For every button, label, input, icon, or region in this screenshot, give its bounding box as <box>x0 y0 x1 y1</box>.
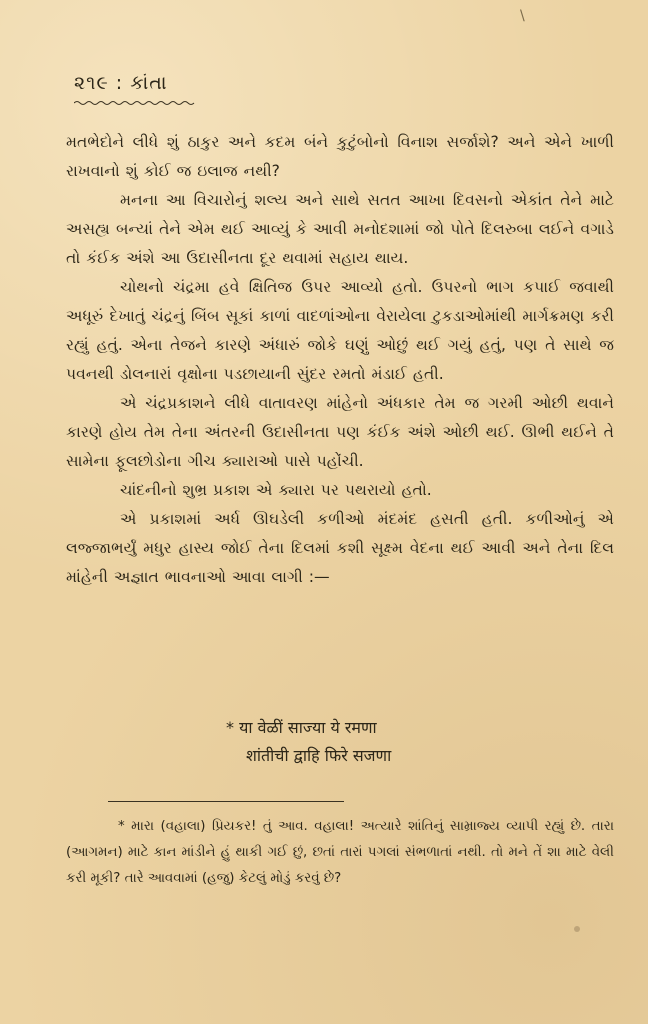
body-text <box>66 128 614 592</box>
head-ornament-rule <box>74 100 196 106</box>
paragraph: મતભેદોને લીધે શું ઠાકુર અને કદમ બંને કુટુંબોનો વિનાશ સર્જાશે? અને એને ખાળી રાખવાનો શું કોઈ જ ઇલાજ નથી? <box>66 133 614 180</box>
running-head: ૨૧૯ : કાંતા <box>74 72 168 94</box>
corner-mark: \ <box>520 8 525 24</box>
paragraph: એ ચંદ્રપ્રકાશને લીધે વાતાવરણ માંહેનો અંધકાર તેમ જ ગરમી ઓછી થવાને કારણે હોય તેમ તેના અંતરની ઉદાસીનતા પણ કંઈક અંશે ઓછી થઈ. ઊભી થઈને તે સામેના ફૂલછોડોના ગીચ ક્યારાઓ પાસે પહોંચી. <box>66 394 614 470</box>
paper-speck <box>574 926 580 932</box>
paragraph: ચાંદનીનો શુભ્ર પ્રકાશ એ ક્યારા પર પથરાયો હતો. <box>120 481 432 499</box>
paragraph: એ પ્રકાશમાં અર્ધ ઊઘડેલી કળીઓ મંદમંદ હસતી હતી. કળીઓનું એ લજ્જાભર્યું મધુર હાસ્ય જોઈ તેના દિલમાં કશી સૂક્ષ્મ વેદના થઈ આવી અને તેના દિલ માંહેની અજ્ઞાત ભાવનાઓ આવા લાગી :— <box>66 510 614 586</box>
footnote-divider <box>108 801 344 802</box>
paragraph: ચોથનો ચંદ્રમા હવે ક્ષિતિજ ઉપર આવ્યો હતો. ઉપરનો ભાગ કપાઈ જવાથી અધૂરું દેખાતું ચંદ્રનું બિંબ સૂકાં કાળાં વાદળાંઓના વેરાયેલા ટુકડાઓમાંથી માર્ગક્રમણ કરી રહ્યું હતું. એના તેજને કારણે અંધારું જોકે ઘણું ઓછું થઈ ગયું હતું, પણ તે સાથે જ પવનથી ડોલનારાં વૃક્ષોના પડછાયાની સુંદર રમતો મંડાઈ હતી. <box>66 278 614 383</box>
verse-line: शांतीची द्वाहि फिरे सजणा <box>246 746 392 765</box>
verse-line: * या वेळीं साज्या ये रमणा <box>226 718 377 737</box>
paragraph: મનના આ વિચારોનું શલ્ય અને સાથે સતત આખા દિવસનો એકાંત તેને માટે અસહ્ય બન્યાં તેને એમ થઈ આવ્યું કે આવી મનોદશામાં જો પોતે દિલરુબા લઈને વગાડે તો કંઈક અંશે આ ઉદાસીનતા દૂર થવામાં સહાય થાય. <box>66 191 614 267</box>
footnote: * મારા (વહાલા) પ્રિયકર! તું આવ. વહાલા! અત્યારે શાંતિનું સામ્રાજ્ય વ્યાપી રહ્યું છે. તારા (આગમન) માટે કાન માંડીને હું થાકી ગઈ છું, છતાં તારાં પગલાં સંભળાતાં નથી. તો મને તેં શા માટે વેલી કરી મૂકી? તારે આવવામાં (હજુ) કેટલું મોડું કરવું છે? <box>66 819 614 886</box>
